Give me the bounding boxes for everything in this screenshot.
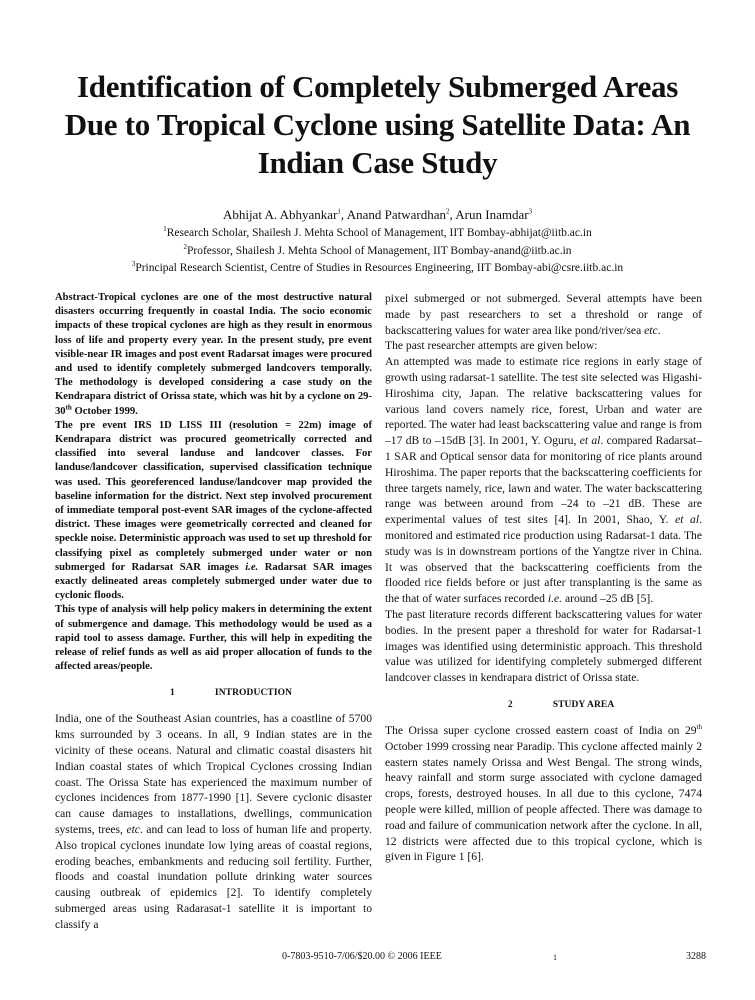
text-run: . monitored and estimated rice production using Radarsat-1 data. The study was is in downstream portions of the Yangtze river in China. It was observed that the backscattering coefficients from the flooded rice fields before or just after transplanting is the same as the that of water surfaces recorded xyxy=(385,513,702,606)
affil-marker: 1 xyxy=(163,225,167,234)
right-column xyxy=(385,291,702,865)
affil-marker: 3 xyxy=(131,260,136,269)
section-introduction-body-continued xyxy=(385,291,702,686)
body-paragraph: pixel submerged or not submerged. Several attempts have been made by past researchers to set a threshold or range of backscattering values for water area like pond/river/sea etc. xyxy=(385,292,702,337)
author-separator: , xyxy=(449,207,456,222)
left-column xyxy=(55,291,372,933)
author-name: Arun Inamdar xyxy=(455,207,529,222)
page-marker: 1 xyxy=(553,953,557,962)
section-title: STUDY AREA xyxy=(552,699,615,710)
section-heading-study-area xyxy=(385,700,702,710)
text-run: around –25 dB [5]. xyxy=(562,592,654,606)
body-paragraph: The past researcher attempts are given below: xyxy=(385,339,598,353)
affiliation xyxy=(0,225,755,243)
italic-run: etc xyxy=(644,323,658,337)
body-paragraph: The past literature records different backscattering values for water bodies. In the present paper a threshold for water for Radarsat-1 images was identified using deterministic approach. This threshold value was utilized for identifying completely submerged different landcover classes in kendrapara district of Orissa state. xyxy=(385,607,702,685)
abstract-paragraph xyxy=(55,419,372,604)
text-run: . compared Radarsat–1 SAR and Optical sensor data for monitoring of rice plants around Hiroshima. The paper reports that the backscattering coefficients for three targets namely, rice, lawn and water. The water backscattering range was between around from –24 to –21 dB. These are experimental values of test sites [4]. In 2001, Shao, Y. xyxy=(385,434,702,527)
affil-text: Professor, Shailesh J. Mehta School of Management, IIT Bombay-anand@iitb.ac.in xyxy=(186,244,572,257)
author-affil-marker: 3 xyxy=(528,207,533,216)
affiliation xyxy=(0,243,755,261)
text-run: The pre event IRS 1D LISS III (resolution = 22m) image of Kendrapara district was procured geometrically corrected and classified into several landuse and landcover classes. For landuse/landcover classification, supervised classification technique was used. This georeferenced landuse/landcover map provided the baseline information for the district. Next step involved procurement of immediate temporal post-event SAR images of the cyclone-affected district. These images were geometrically corrected and cleaned for speckle noise. Deterministic approach was used to set up threshold for classifying pixel as completely submerged under water or non submerged for Radarsat SAR images xyxy=(55,419,372,573)
title-line: Due to Tropical Cyclone using Satellite Data: An xyxy=(64,107,691,142)
text-run: India, one of the Southeast Asian countries, has a coastline of 5700 kms surrounded by 3 oceans. In all, 9 Indian states are in the vicinity of these oceans. Natural and climatic coastal disasters hit Indian coastal states of which Tropical Cyclones crossing Indian coast. The Orissa State has experienced the maximum number of cyclones incidences from 1877-1990 [1]. Severe cyclonic disaster can cause damages to installations, dwellings, communication systems, trees, xyxy=(55,712,372,837)
author-separator: , xyxy=(340,207,347,222)
superscript: th xyxy=(65,403,72,412)
page-number: 3288 xyxy=(686,951,706,962)
section-study-area-body xyxy=(385,723,702,865)
text-run: . and can lead to loss of human life and property. Also tropical cyclones inundate low lying areas of coastal regions, eroding beaches, embankments and reducing soil fertility. Further, floods and coastal inundation pollute drinking water sources causing outbreak of epidemics [2]. To identify completely submerged areas using Radarasat-1 satellite it is important to classify a xyxy=(55,823,373,931)
body-paragraph xyxy=(385,723,702,865)
body-paragraph xyxy=(55,711,372,932)
author-name: Anand Patwardhan xyxy=(346,207,446,222)
superscript: th xyxy=(696,723,702,732)
author-affil-marker: 2 xyxy=(445,207,450,216)
section-title: INTRODUCTION xyxy=(214,688,293,699)
section-heading-introduction xyxy=(55,688,372,698)
text-run: Abstract-Tropical cyclones are one of the most destructive natural disasters occurring frequently in coastal India. The socio economic impacts of these tropical cyclones are high as they result in enormous loss of life and property every year. In the present study, pre event visible-near IR images and post event Radarsat images were procured and used to identify completely submerged landcovers temporally. The methodology is developed considering a case study on the Kendrapara district of Orissa state, which was hit by a cyclone on 29-30 xyxy=(55,292,372,417)
section-number: 1 xyxy=(170,688,175,699)
affil-text: Principal Research Scientist, Centre of Studies in Resources Engineering, IIT Bombay-abi@csre.iitb.ac.in xyxy=(135,262,624,275)
author-list xyxy=(0,206,755,224)
author-affil-marker: 1 xyxy=(337,207,341,216)
affiliation-list xyxy=(0,225,755,278)
italic-run: i.e. xyxy=(245,561,259,573)
text-run: October 1999 crossing near Paradip. This cyclone affected mainly 2 eastern states namely Orissa and West Bengal. The strong winds, heavy rainfall and storm surge associated with cyclone damaged crops, forests, destroyed houses. In all due to this cyclone, 7474 people were killed, million of people affected. There was damage to road and failure of communication network after the cyclone. In all, 12 districts were affected due to this tropical cyclone, which is given in Figure 1 [6]. xyxy=(385,739,702,864)
abstract-paragraph xyxy=(55,291,372,419)
italic-run: i.e. xyxy=(547,592,563,606)
text-run: The Orissa super cyclone crossed eastern coast of India on 29 xyxy=(385,723,697,737)
italic-run: et al xyxy=(675,513,700,527)
title-line: Identification of Completely Submerged Areas xyxy=(76,69,679,104)
abstract xyxy=(55,291,372,674)
italic-run: et al xyxy=(579,434,601,448)
author-name: Abhijat A. Abhyankar xyxy=(222,207,338,222)
affil-marker: 2 xyxy=(183,242,187,251)
copyright-notice: 0-7803-9510-7/06/$20.00 © 2006 IEEE xyxy=(282,951,442,962)
section-introduction-body xyxy=(55,711,372,932)
italic-run: etc xyxy=(126,823,140,837)
text-run: Radarsat SAR images exactly delineated areas completely submerged under water due to cyclonic floods. xyxy=(55,561,372,602)
abstract-paragraph: This type of analysis will help policy makers in determining the extent of submergence and damage. This methodology would be used as a rapid tool to assess damage. Further, this will help in expediting the release of relief funds as well as aid proper allocation of funds to the affected areas/people. xyxy=(55,604,372,673)
section-number: 2 xyxy=(507,699,513,710)
affiliation xyxy=(0,260,755,278)
text-run: An attempted was made to estimate rice regions in early stage of growth using radarsat-1 satellite. The test site selected was Higashi-Hiroshima city, Japan. The relative backscattering values for various land covers namely rice, forest, Urban and water are reported. The water had least backscattering value and range is from –17 dB to –15dB [3]. In 2001, Y. Oguru, xyxy=(385,355,702,448)
body-paragraph xyxy=(385,354,702,607)
title-line: Indian Case Study xyxy=(257,145,498,180)
text-run: October 1999. xyxy=(71,405,138,417)
affil-text: Research Scholar, Shailesh J. Mehta School of Management, IIT Bombay-abhijat@iitb.ac.in xyxy=(166,227,592,239)
paper-title xyxy=(0,68,755,182)
